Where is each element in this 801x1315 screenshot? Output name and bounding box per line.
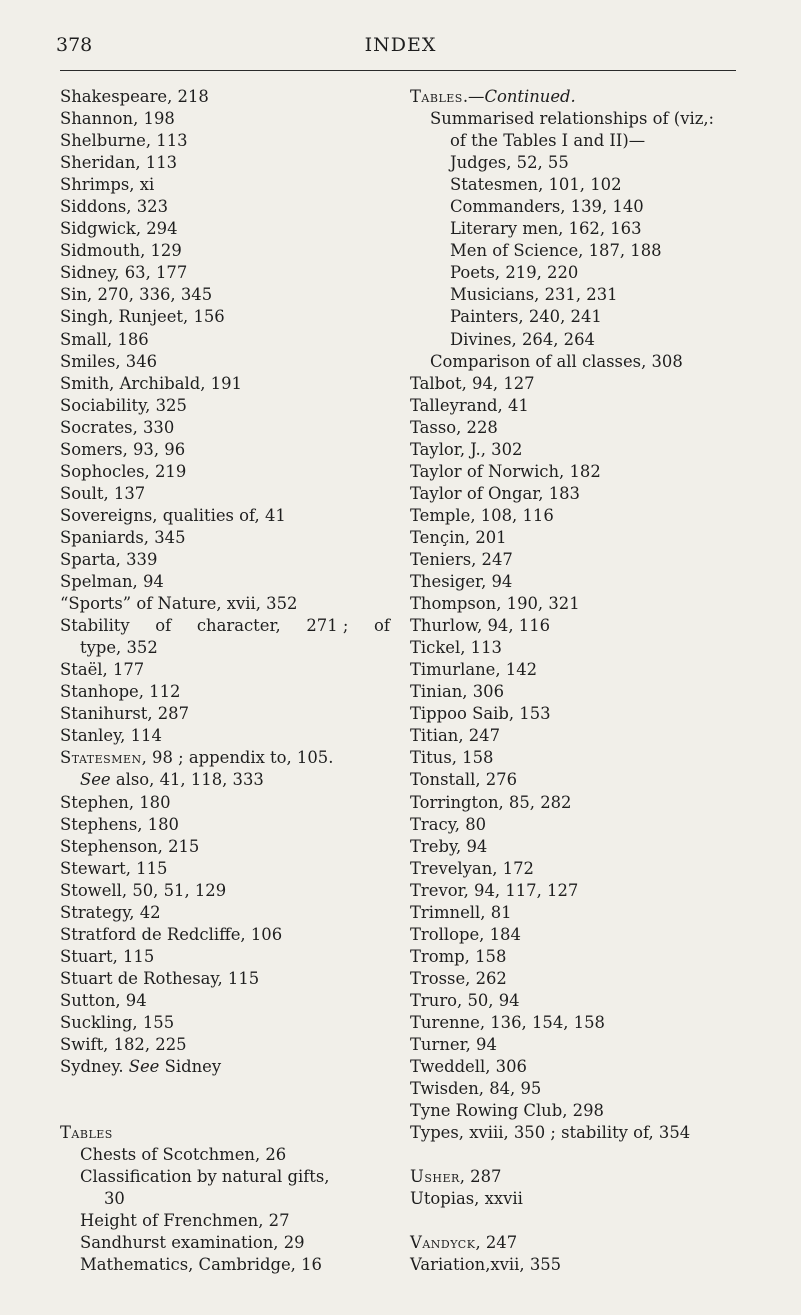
index-entry-vandyck: Vandyck, 247 bbox=[410, 1233, 518, 1253]
tables-subitem: Painters, 240, 241 bbox=[450, 307, 602, 327]
index-entry: Stratford de Redcliffe, 106 bbox=[60, 924, 283, 944]
index-entry: Stewart, 115 bbox=[60, 858, 168, 878]
index-heading-tables-continued: Tables.—Continued. bbox=[410, 87, 576, 106]
index-entry: Sparta, 339 bbox=[60, 549, 158, 569]
index-entry: Sidmouth, 129 bbox=[60, 241, 182, 261]
index-entry: Truro, 50, 94 bbox=[410, 990, 520, 1010]
index-entry: Titian, 247 bbox=[410, 726, 501, 746]
index-entry: Stuart, 115 bbox=[60, 946, 155, 966]
tables-item: Comparison of all classes, 308 bbox=[430, 351, 683, 371]
tables-item: Summarised relationships of (viz,: bbox=[430, 109, 715, 129]
index-entry: Shelburne, 113 bbox=[60, 131, 188, 151]
index-entry-sydney: Sydney. See Sidney bbox=[60, 1057, 222, 1077]
tables-item: Mathematics, Cambridge, 16 bbox=[80, 1255, 322, 1275]
index-entry: Sidgwick, 294 bbox=[60, 219, 178, 239]
index-column-right bbox=[410, 86, 755, 1276]
index-entry: Singh, Runjeet, 156 bbox=[60, 307, 225, 327]
index-entry: Turner, 94 bbox=[410, 1035, 497, 1055]
index-entry: Trevelyan, 172 bbox=[410, 858, 534, 878]
index-entry: “Sports” of Nature, xvii, 352 bbox=[60, 594, 298, 614]
index-entry: Sidney, 63, 177 bbox=[60, 263, 188, 283]
index-entry: Tençin, 201 bbox=[410, 527, 507, 547]
index-entry: Smith, Archibald, 191 bbox=[60, 373, 242, 393]
index-entry: Sutton, 94 bbox=[60, 990, 147, 1010]
index-entry: Types, xviii, 350 ; stability of, 354 bbox=[410, 1123, 691, 1143]
tables-subitem: Men of Science, 187, 188 bbox=[450, 241, 662, 261]
index-entry: Shannon, 198 bbox=[60, 109, 175, 129]
index-entry: Swift, 182, 225 bbox=[60, 1035, 187, 1055]
index-entry: Smiles, 346 bbox=[60, 351, 158, 371]
index-entry-statesmen: Statesmen, 98 ; appendix to, 105. bbox=[60, 748, 334, 768]
index-entry: Staël, 177 bbox=[60, 660, 145, 680]
index-entry: Taylor, J., 302 bbox=[410, 439, 523, 459]
spacer bbox=[410, 1210, 755, 1232]
index-entry: Spelman, 94 bbox=[60, 572, 164, 592]
index-entry: Titus, 158 bbox=[410, 748, 494, 768]
index-entry: Tippoo Saib, 153 bbox=[410, 704, 551, 724]
index-entry: Tracy, 80 bbox=[410, 814, 487, 834]
tables-subitem: Poets, 219, 220 bbox=[450, 263, 579, 283]
tables-subitem: Literary men, 162, 163 bbox=[450, 219, 642, 239]
index-entry: Timurlane, 142 bbox=[410, 660, 538, 680]
index-entry: Suckling, 155 bbox=[60, 1012, 175, 1032]
index-entry: Spaniards, 345 bbox=[60, 527, 186, 547]
index-entry: Tickel, 113 bbox=[410, 638, 502, 658]
index-entry: Stanley, 114 bbox=[60, 726, 162, 746]
index-entry: Temple, 108, 116 bbox=[410, 505, 554, 525]
spacer bbox=[410, 1144, 755, 1166]
index-entry: Tinian, 306 bbox=[410, 682, 505, 702]
index-entry: Sheridan, 113 bbox=[60, 153, 178, 173]
index-entry-usher: Usher, 287 bbox=[410, 1167, 502, 1187]
index-entry: Torrington, 85, 282 bbox=[410, 792, 572, 812]
index-entry: Stephens, 180 bbox=[60, 814, 179, 834]
tables-subitem: Statesmen, 101, 102 bbox=[450, 175, 622, 195]
index-entry: Stowell, 50, 51, 129 bbox=[60, 880, 227, 900]
index-entry: Tromp, 158 bbox=[410, 946, 507, 966]
spacer bbox=[60, 1078, 390, 1122]
index-entry: Thesiger, 94 bbox=[410, 572, 513, 592]
index-entry: Taylor of Norwich, 182 bbox=[410, 461, 601, 481]
index-entry: Tweddell, 306 bbox=[410, 1057, 527, 1077]
page-title: INDEX bbox=[364, 34, 437, 56]
tables-item: Sandhurst examination, 29 bbox=[80, 1233, 305, 1253]
tables-item-continuation: 30 bbox=[104, 1189, 125, 1209]
page-header bbox=[0, 34, 801, 60]
index-entry: Sophocles, 219 bbox=[60, 461, 187, 481]
index-entry: Shakespeare, 218 bbox=[60, 87, 209, 106]
index-entry: Strategy, 42 bbox=[60, 902, 161, 922]
index-entry: Taylor of Ongar, 183 bbox=[410, 483, 580, 503]
index-entry: Thurlow, 94, 116 bbox=[410, 616, 551, 636]
page-number: 378 bbox=[56, 34, 93, 56]
tables-item-continuation: of the Tables I and II)— bbox=[450, 131, 646, 151]
index-entry: Socrates, 330 bbox=[60, 417, 175, 437]
index-entry: Teniers, 247 bbox=[410, 549, 513, 569]
index-entry-continuation: type, 352 bbox=[80, 638, 158, 658]
index-entry: Somers, 93, 96 bbox=[60, 439, 186, 459]
index-entry: Tonstall, 276 bbox=[410, 770, 518, 790]
tables-item: Height of Frenchmen, 27 bbox=[80, 1211, 290, 1231]
header-rule bbox=[60, 70, 736, 71]
tables-item: Chests of Scotchmen, 26 bbox=[80, 1145, 287, 1165]
index-entry: Sovereigns, qualities of, 41 bbox=[60, 505, 286, 525]
index-entry: Soult, 137 bbox=[60, 483, 146, 503]
index-entry: Stephen, 180 bbox=[60, 792, 171, 812]
index-entry: Stanhope, 112 bbox=[60, 682, 181, 702]
index-entry: Utopias, xxvii bbox=[410, 1189, 523, 1209]
index-entry: Sociability, 325 bbox=[60, 395, 187, 415]
index-entry: Talbot, 94, 127 bbox=[410, 373, 535, 393]
index-entry: Trimnell, 81 bbox=[410, 902, 512, 922]
tables-subitem: Divines, 264, 264 bbox=[450, 329, 595, 349]
tables-subitem: Musicians, 231, 231 bbox=[450, 285, 618, 305]
index-entry: Trevor, 94, 117, 127 bbox=[410, 880, 579, 900]
index-entry: Siddons, 323 bbox=[60, 197, 168, 217]
index-entry-stability: Stability of character, 271 ; of bbox=[60, 616, 390, 636]
index-entry: Trollope, 184 bbox=[410, 924, 521, 944]
index-entry: Turenne, 136, 154, 158 bbox=[410, 1012, 605, 1032]
index-entry: Shrimps, xi bbox=[60, 175, 155, 195]
index-entry: Tasso, 228 bbox=[410, 417, 498, 437]
index-entry: Tyne Rowing Club, 298 bbox=[410, 1101, 604, 1121]
index-entry: Trosse, 262 bbox=[410, 968, 507, 988]
tables-item: Classification by natural gifts, bbox=[80, 1167, 330, 1187]
index-entry: Twisden, 84, 95 bbox=[410, 1079, 542, 1099]
index-entry: Thompson, 190, 321 bbox=[410, 594, 580, 614]
index-heading-tables: Tables bbox=[60, 1123, 113, 1143]
index-entry-see-also: See also, 41, 118, 333 bbox=[80, 770, 264, 790]
index-column-left bbox=[60, 86, 390, 1276]
index-entry: Variation,xvii, 355 bbox=[410, 1255, 562, 1275]
index-entry: Stephenson, 215 bbox=[60, 836, 200, 856]
index-entry: Stuart de Rothesay, 115 bbox=[60, 968, 260, 988]
index-entry: Small, 186 bbox=[60, 329, 149, 349]
index-entry: Talleyrand, 41 bbox=[410, 395, 529, 415]
index-entry: Sin, 270, 336, 345 bbox=[60, 285, 213, 305]
tables-subitem: Judges, 52, 55 bbox=[450, 153, 569, 173]
index-entry: Treby, 94 bbox=[410, 836, 488, 856]
tables-subitem: Commanders, 139, 140 bbox=[450, 197, 644, 217]
index-entry: Stanihurst, 287 bbox=[60, 704, 190, 724]
